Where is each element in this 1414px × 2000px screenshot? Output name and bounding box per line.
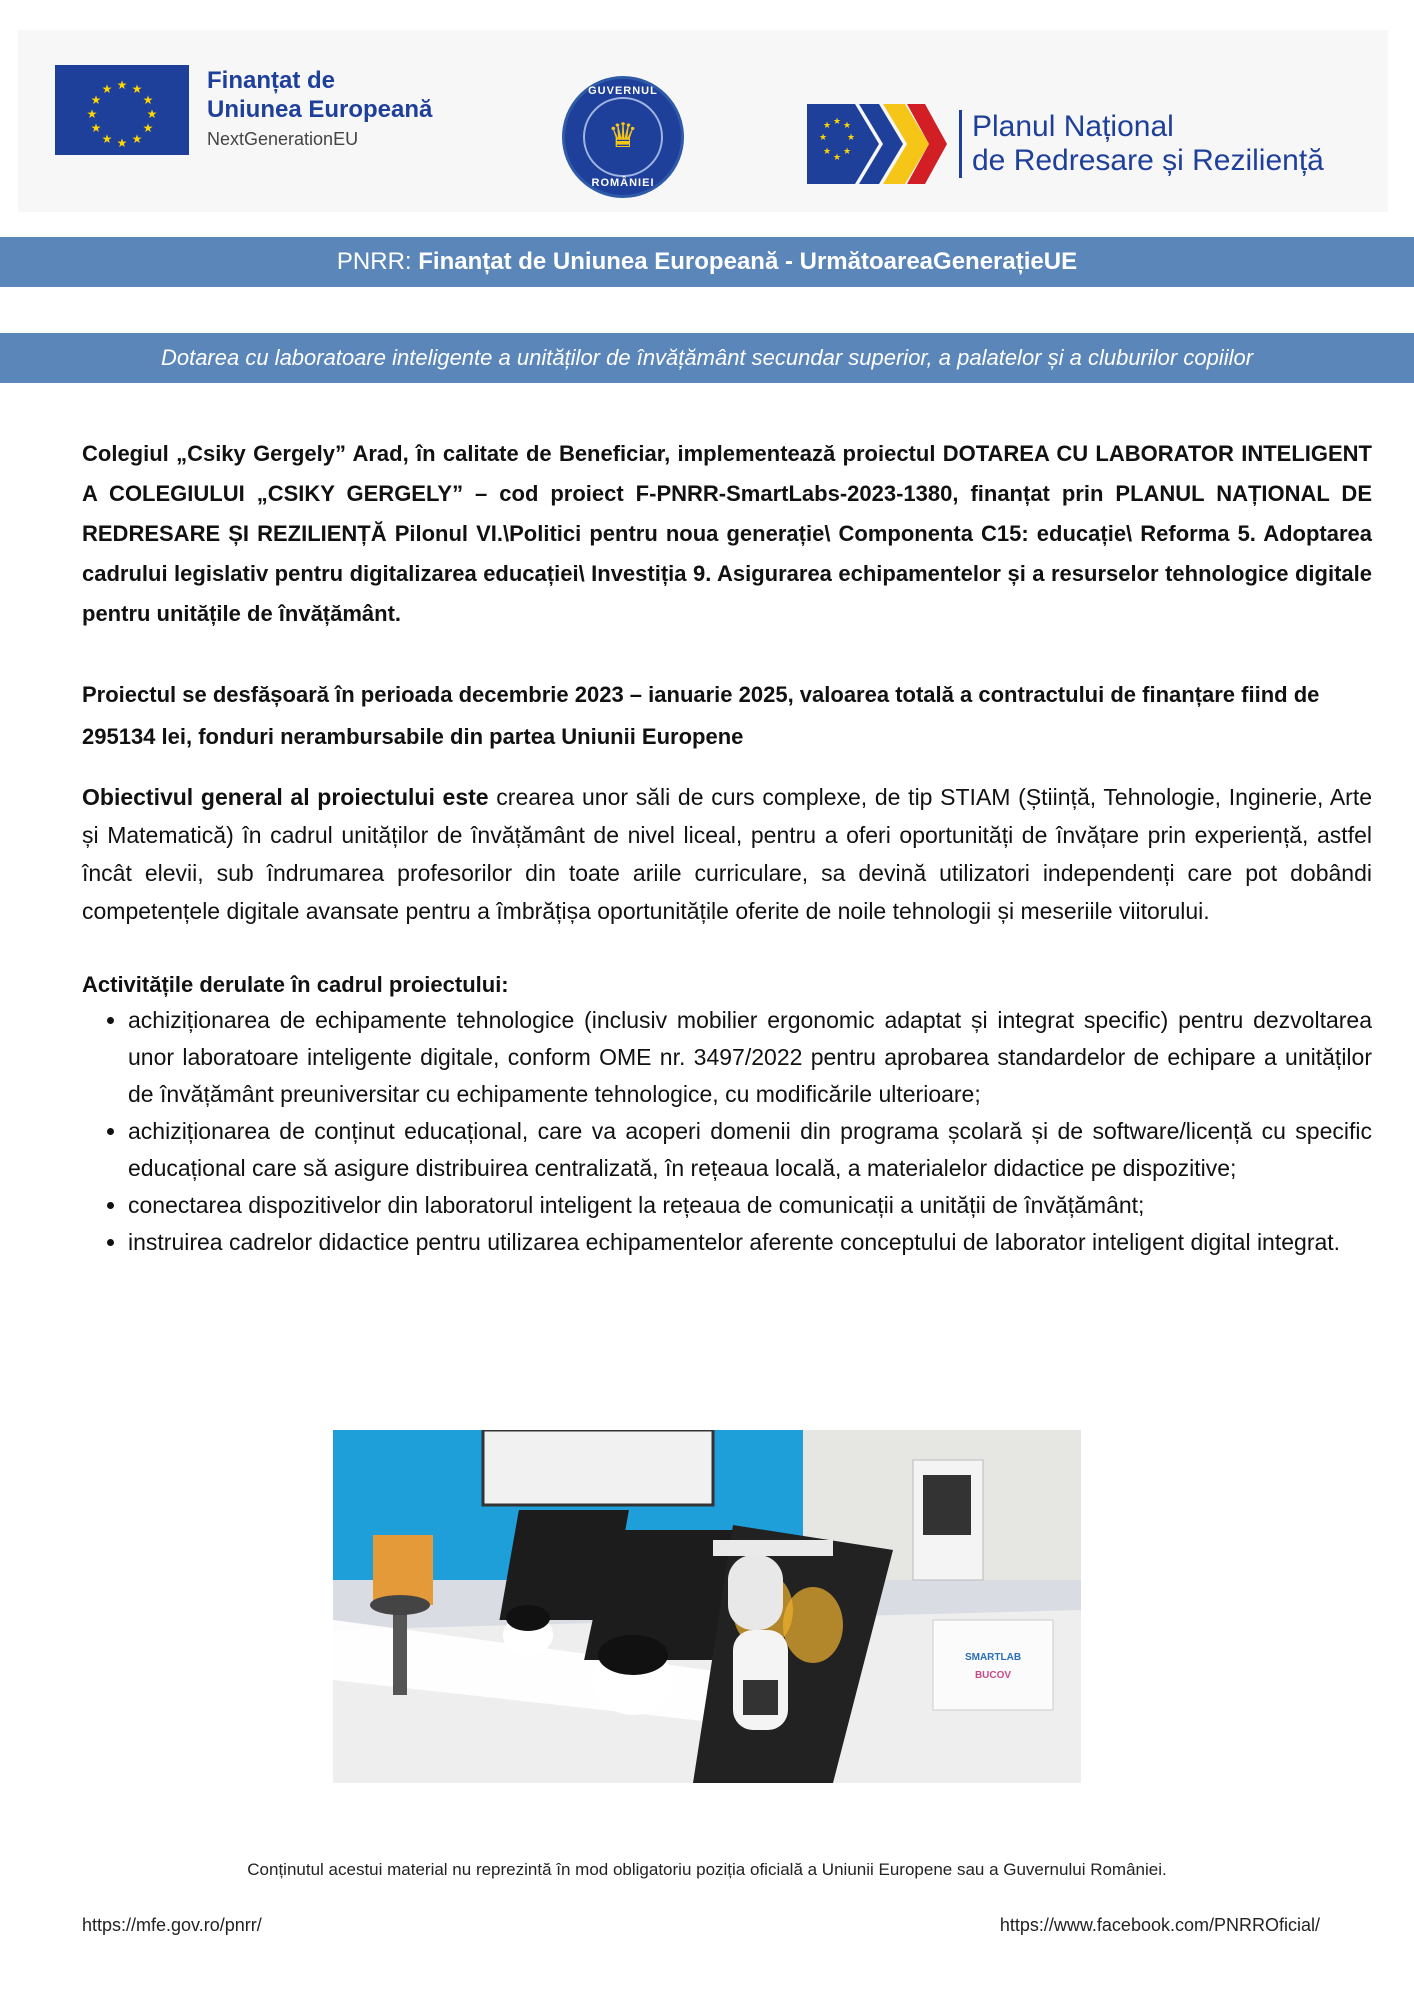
list-item: • achiziționarea de echipamente tehnologice (inclusiv mobilier ergonomic adaptat și integrat specific) pentru dezvoltarea unor laboratoare inteligente digitale, conform OME nr. 3497/2022 pentru aprobarea standardelor de echipare a unităților de învățământ preuniversitar cu echipamente tehnologice, cu modificările ulterioare; (128, 1002, 1372, 1113)
project-objective (82, 778, 1372, 930)
eu-logo-line1: Finanțat de (207, 67, 336, 94)
project-subtitle: Dotarea cu laboratoare inteligente a unităților de învățământ secundar superior, a palatelor și a cluburilor copiilor (0, 333, 1414, 383)
svg-text:★: ★ (822, 121, 832, 131)
link-facebook[interactable]: https://www.facebook.com/PNRROficial/ (999, 1915, 1320, 1935)
smart-lab-photo (333, 1430, 1081, 1783)
svg-text:★: ★ (846, 133, 856, 143)
svg-text:★: ★ (832, 153, 842, 163)
svg-text:★: ★ (822, 147, 832, 157)
activities-list (82, 1002, 1372, 1261)
funding-banner (0, 237, 1414, 287)
document-body (82, 434, 1372, 1261)
smartlab-sign-line2: BUCOV (974, 1670, 1012, 1681)
banner-bold-text: Finanțat de Uniunea Europeană - UrmătoareaGenerațieUE (418, 248, 1078, 275)
seal-bottom-text: ROMÂNIEI (591, 177, 655, 189)
objective-text: crearea unor săli de curs complexe, de tip STIAM (Știință, Tehnologie, Inginerie, Arte și Matematică) în cadrul unităților de învățământ de nivel liceal, pentru a oferi oportunități de învățare prin experiență, astfel încât elevii, sub îndrumarea profesorilor din toate ariile curriculare, sa devină utilizatori independenți care pot dobândi competențele digitale avansate pentru a îmbrățișa oportunitățile oferite de noile tehnologii și meseriile viitorului. (82, 784, 1372, 924)
eu-logo-line3: NextGenerationEU (207, 129, 359, 149)
project-description: Colegiul „Csiky Gergely” Arad, în calitate de Beneficiar, implementează proiectul DOTAREA CU LABORATOR INTELIGENT A COLEGIULUI „CSIKY GERGELY” – cod proiect F-PNRR-SmartLabs-2023-1380, finanțat prin PLANUL NAȚIONAL DE REDRESARE ȘI REZILIENȚĂ Pilonul VI.\Politici pentru noua generație\ Componenta C15: educație\ Reforma 5. Adoptarea cadrului legislativ pentru digitalizarea educației\ Investiția 9. Asigurarea echipamentelor și a resurselor tehnologice digitale pentru unitățile de învățământ. (82, 441, 1372, 626)
eu-funding-logo (55, 65, 432, 155)
list-item: • instruirea cadrelor didactice pentru utilizarea echipamentelor aferente conceptului de laborator inteligent digital integrat. (128, 1224, 1372, 1261)
objective-label: Obiectivul general al proiectului este (82, 784, 489, 810)
banner-prefix: PNRR: (336, 248, 419, 275)
disclaimer-text: Conținutul acestui material nu reprezintă în mod obligatoriu poziția oficială a Uniunii Europene sau a Guvernului României. (247, 1860, 1167, 1879)
pnrr-logo-line1: Planul Național (972, 110, 1174, 143)
government-seal-icon (562, 76, 684, 198)
eagle-icon: ♛ (607, 117, 639, 155)
list-item: • conectarea dispozitivelor din laboratorul inteligent la rețeaua de comunicații a unității de învățământ; (128, 1187, 1372, 1224)
activities-heading: Activitățile derulate în cadrul proiectului: (82, 972, 509, 997)
seal-top-text: GUVERNUL (588, 85, 658, 97)
svg-text:★: ★ (832, 117, 842, 127)
pnrr-logo-line2: de Redresare și Reziliență (972, 144, 1324, 177)
list-item: • achiziționarea de conținut educațional, care va acoperi domenii din programa școlară și de software/licență cu specific educațional care să asigure distribuirea centralizată, în rețeaua locală, a materialelor didactice pe dispozitive; (128, 1113, 1372, 1187)
svg-text:★: ★ (842, 121, 852, 131)
project-period: Proiectul se desfășoară în perioada decembrie 2023 – ianuarie 2025, valoarea totală a contractului de finanțare fiind de 295134 lei, fonduri nerambursabile din partea Uniunii Europene (82, 682, 1320, 749)
pnrr-logo (807, 104, 1324, 184)
link-mfe[interactable]: https://mfe.gov.ro/pnrr/ (82, 1915, 262, 1935)
pnrr-flag-icon (807, 104, 947, 184)
eu-flag-icon: ★ ★ ★ ★ ★ ★ ★ ★ ★ ★ ★ ★ (55, 65, 189, 155)
svg-text:★: ★ (842, 147, 852, 157)
svg-text:★: ★ (818, 133, 828, 143)
smartlab-sign-line1: SMARTLAB (964, 1652, 1022, 1663)
eu-logo-line2: Uniunea Europeană (207, 96, 433, 123)
